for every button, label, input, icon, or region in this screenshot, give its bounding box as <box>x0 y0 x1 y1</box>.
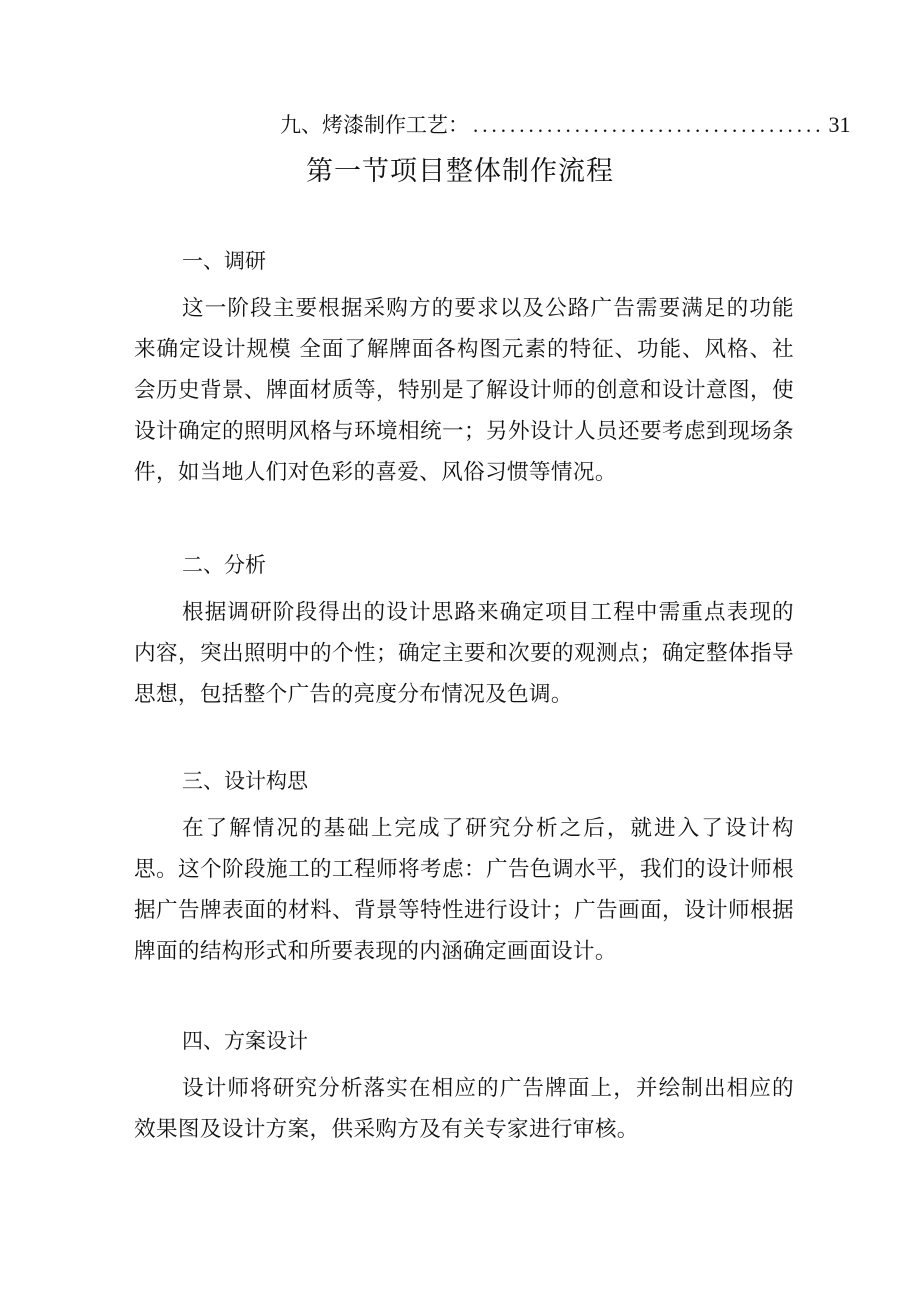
toc-leader-dots: ...................................... <box>473 113 825 137</box>
section-heading: 二、分析 <box>182 553 266 577</box>
toc-page-number: 31 <box>828 112 851 137</box>
toc-entry[interactable] <box>280 110 851 140</box>
section-paragraph: 在了解情况的基础上完成了研究分析之后，就进入了设计构思。这个阶段施工的工程师将考虑：广告色调水平，我们的设计师根据广告牌表面的材料、背景等特性进行设计；广告画面，设计师根据牌面的结构形式和所要表现的内涵确定画面设计。 <box>134 816 794 964</box>
section-paragraph: 这一阶段主要根据采购方的要求以及公路广告需要满足的功能来确定设计规模 全面了解牌面各构图元素的特征、功能、风格、社会历史背景、牌面材质等，特别是了解设计师的创意和设计意图，使设计确定的照明风格与环境相统一；另外设计人员还要考虑到现场条件，如当地人们对色彩的喜爱、风俗习惯等情况。 <box>134 296 794 485</box>
section-analysis <box>134 550 794 715</box>
section-title: 第一节项目整体制作流程 <box>306 156 614 187</box>
section-heading: 三、设计构思 <box>182 769 308 793</box>
section-design-concept <box>134 766 794 972</box>
section-research <box>134 246 794 493</box>
section-paragraph: 设计师将研究分析落实在相应的广告牌面上，并绘制出相应的效果图及设计方案，供采购方及有关专家进行审核。 <box>134 1076 794 1142</box>
section-heading: 一、调研 <box>182 249 266 273</box>
section-scheme-design <box>134 1026 794 1150</box>
toc-entry-label: 九、烤漆制作工艺： <box>280 113 469 137</box>
section-paragraph: 根据调研阶段得出的设计思路来确定项目工程中需重点表现的内容，突出照明中的个性；确定主要和次要的观测点；确定整体指导思想，包括整个广告的亮度分布情况及色调。 <box>134 600 794 707</box>
section-heading: 四、方案设计 <box>182 1029 308 1053</box>
